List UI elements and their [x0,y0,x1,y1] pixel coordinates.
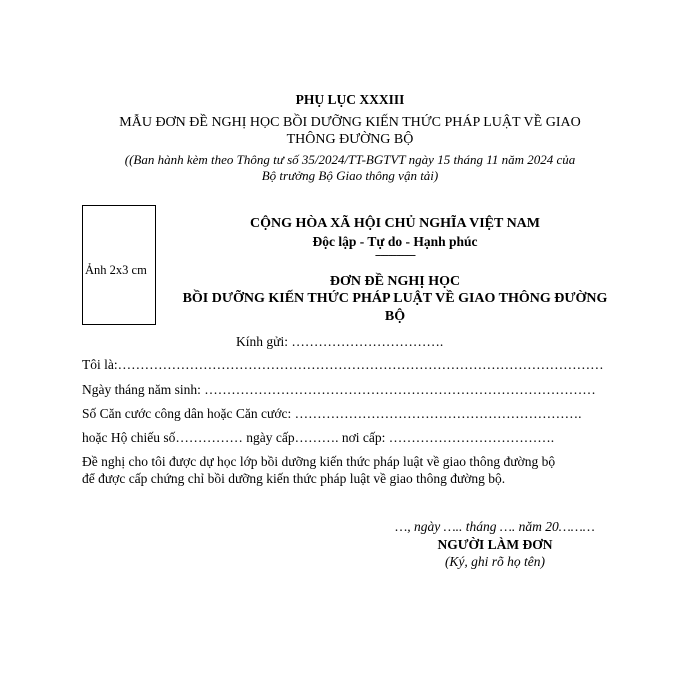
national-motto: Độc lập - Tự do - Hạnh phúc [312,234,478,249]
photo-label: Ảnh 2x3 cm [85,263,147,277]
signature-title: NGƯỜI LÀM ĐƠN [437,537,553,552]
recipient-field: Kính gửi: ……………………………. [236,334,444,349]
signature-note: (Ký, ghi rõ họ tên) [444,554,546,569]
date-of-birth-field: Ngày tháng năm sinh: …………………………………………………………………………… [82,382,596,397]
application-title-line-1: ĐƠN ĐỀ NGHỊ HỌC [329,274,461,289]
form-title-line-2: THÔNG ĐƯỜNG BỘ [286,132,414,147]
photo-placeholder-box [82,205,156,325]
citizen-id-field: Số Căn cước công dân hoặc Căn cước: ………………………………………………………. [82,406,582,421]
signature-date-line: …, ngày ….. tháng …. năm 20……… [395,519,595,534]
passport-field: hoặc Hộ chiếu số…………… ngày cấp………. nơi cấp: ………………………………. [82,430,555,445]
request-text-line-1: Đề nghị cho tôi được dự học lớp bồi dưỡng kiến thức pháp luật về giao thông đường bộ [82,454,556,469]
issued-by-line-2: Bộ trưởng Bộ Giao thông vận tải) [261,168,439,183]
request-text-line-2: để được cấp chứng chỉ bồi dưỡng kiến thức pháp luật về giao thông đường bộ. [82,471,506,486]
issued-by-line-1: ((Ban hành kèm theo Thông tư số 35/2024/TT-BGTVT ngày 15 tháng 11 năm 2024 của [124,152,576,167]
motto-divider: --------------- [375,249,415,261]
form-title-line-1: MẪU ĐƠN ĐỀ NGHỊ HỌC BỒI DƯỠNG KIẾN THỨC PHÁP LUẬT VỀ GIAO [119,115,581,130]
country-name: CỘNG HÒA XÃ HỘI CHỦ NGHĨA VIỆT NAM [249,216,540,231]
appendix-title: PHỤ LỤC XXXIII [295,92,405,107]
application-title-line-2: BỒI DƯỠNG KIẾN THỨC PHÁP LUẬT VỀ GIAO THÔNG ĐƯỜNG [182,291,608,306]
applicant-name-field: Tôi là:……………………………………………………………………………………………… [82,357,604,372]
application-title-line-3: BỘ [384,309,406,324]
